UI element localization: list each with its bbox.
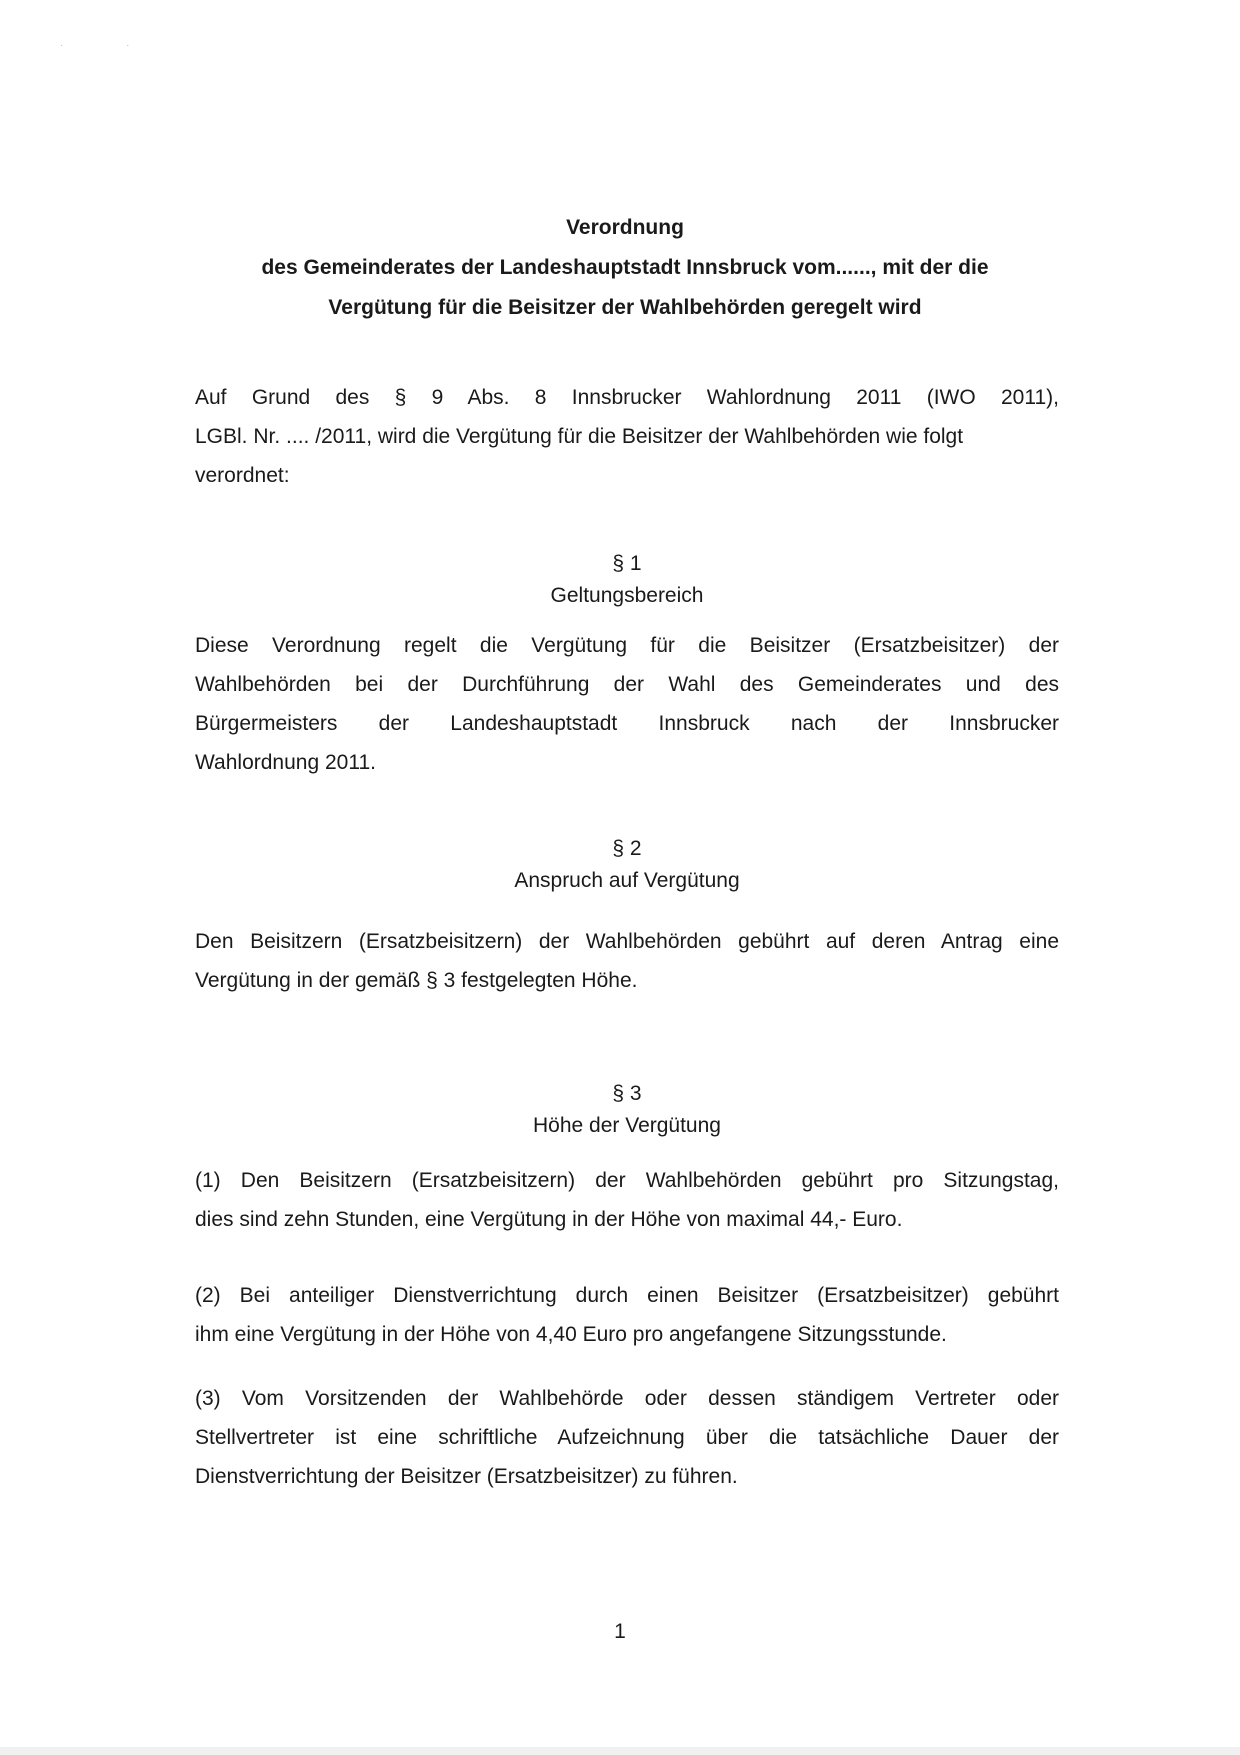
section-3-p1-line-1: (1) Den Beisitzern (Ersatzbeisitzern) der Wahlbehörden gebührt pro Sitzungstag,	[195, 1169, 1059, 1192]
section-3-p2-line-1: (2) Bei anteiliger Dienstverrichtung durch einen Beisitzer (Ersatzbeisitzer) gebührt	[195, 1284, 1059, 1307]
section-3-p3-line-3: Dienstverrichtung der Beisitzer (Ersatzbeisitzer) zu führen.	[195, 1465, 738, 1488]
title-line-3: Vergütung für die Beisitzer der Wahlbehörden geregelt wird	[328, 296, 922, 319]
section-2-line-2: Vergütung in der gemäß § 3 festgelegten Höhe.	[195, 969, 638, 992]
section-2-paragraph	[195, 922, 1059, 1000]
section-3-p3-line-1: (3) Vom Vorsitzenden der Wahlbehörde oder dessen ständigem Vertreter oder	[195, 1387, 1059, 1410]
section-3-heading: Höhe der Vergütung	[533, 1114, 721, 1137]
intro-line-3: verordnet:	[195, 464, 290, 487]
section-1-header	[195, 548, 1059, 612]
section-1-line-4: Wahlordnung 2011.	[195, 751, 376, 774]
scan-artifact-dots: · ·	[60, 40, 160, 51]
intro-line-2: LGBl. Nr. .... /2011, wird die Vergütung für die Beisitzer der Wahlbehörden wie folgt	[195, 425, 964, 448]
section-3-number: § 3	[612, 1082, 642, 1105]
section-1-line-2: Wahlbehörden bei der Durchführung der Wahl des Gemeinderates und des	[195, 673, 1059, 696]
page-number: 1	[614, 1620, 626, 1643]
intro-paragraph	[195, 378, 1059, 495]
section-3-p3-line-2: Stellvertreter ist eine schriftliche Aufzeichnung über die tatsächliche Dauer der	[195, 1426, 1059, 1449]
scan-bottom-edge	[0, 1747, 1240, 1755]
section-3-paragraph-1	[195, 1161, 1059, 1239]
section-3-paragraph-3	[195, 1379, 1059, 1496]
section-3-p2-line-2: ihm eine Vergütung in der Höhe von 4,40 Euro pro angefangene Sitzungsstunde.	[195, 1323, 947, 1346]
title-line-2: des Gemeinderates der Landeshauptstadt Innsbruck vom......, mit der die	[261, 256, 989, 279]
intro-line-1: Auf Grund des § 9 Abs. 8 Innsbrucker Wahlordnung 2011 (IWO 2011),	[195, 386, 1059, 409]
section-1-paragraph	[195, 626, 1059, 782]
title-line-1: Verordnung	[566, 216, 684, 239]
section-3-paragraph-2	[195, 1276, 1059, 1354]
section-2-heading: Anspruch auf Vergütung	[514, 869, 740, 892]
document-title	[195, 208, 1055, 328]
section-3-header	[195, 1078, 1059, 1142]
section-1-heading: Geltungsbereich	[550, 584, 704, 607]
section-2-number: § 2	[612, 837, 642, 860]
section-2-line-1: Den Beisitzern (Ersatzbeisitzern) der Wahlbehörden gebührt auf deren Antrag eine	[195, 930, 1059, 953]
section-1-line-1: Diese Verordnung regelt die Vergütung für die Beisitzer (Ersatzbeisitzer) der	[195, 634, 1059, 657]
section-3-p1-line-2: dies sind zehn Stunden, eine Vergütung in der Höhe von maximal 44,- Euro.	[195, 1208, 903, 1231]
section-1-line-3: Bürgermeisters der Landeshauptstadt Innsbruck nach der Innsbrucker	[195, 712, 1059, 735]
section-1-number: § 1	[612, 552, 642, 575]
section-2-header	[195, 833, 1059, 897]
